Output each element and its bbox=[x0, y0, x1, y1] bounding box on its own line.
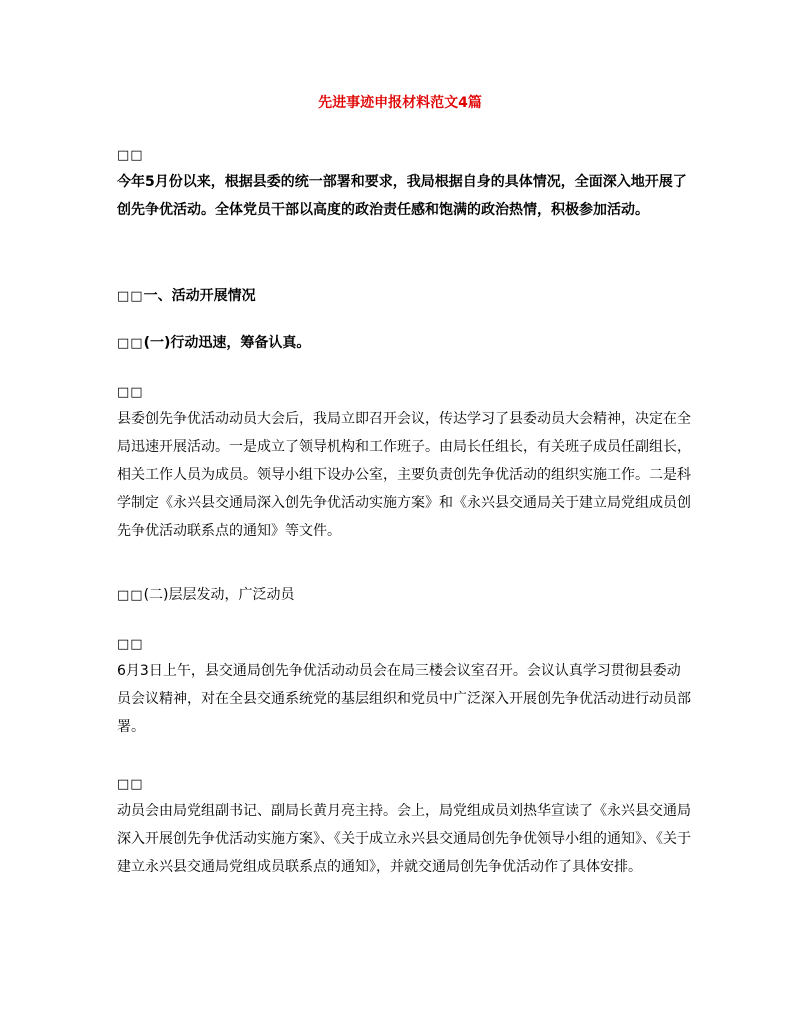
paragraph-marker: □□ bbox=[117, 385, 144, 400]
paragraph-marker: □□ bbox=[117, 637, 144, 652]
heading-marker: □□ bbox=[117, 336, 144, 351]
heading-text: 一、活动开展情况 bbox=[143, 288, 256, 304]
subsection-heading-2 bbox=[117, 585, 295, 606]
heading-marker: □□ bbox=[117, 588, 144, 603]
subsection-heading-1 bbox=[117, 333, 310, 354]
heading-marker: □□ bbox=[117, 289, 144, 304]
document-title: 先进事迹申报材料范文4篇 bbox=[318, 95, 482, 111]
heading-text: (二)层层发动，广泛动员 bbox=[143, 587, 295, 603]
paragraph-meeting-details: 动员会由局党组副书记、副局长黄月亮主持。会上，局党组成员刘热华宣读了《永兴县交通局深入开展创先争优活动实施方案》、《关于成立永兴县交通局创先争优领导小组的通知》、《关于建立永兴县交通局党组成员联系点的通知》，并就交通局创先争优活动作了具体安排。 bbox=[117, 803, 691, 875]
paragraph-june-meeting: 6月3日上午，县交通局创先争优活动动员会在局三楼会议室召开。会议认真学习贯彻县委动员会议精神，对在全县交通系统党的基层组织和党员中广泛深入开展创先争优活动进行动员部署。 bbox=[117, 663, 691, 735]
paragraph-mobilization-meeting: 县委创先争优活动动员大会后，我局立即召开会议，传达学习了县委动员大会精神，决定在全局迅速开展活动。一是成立了领导机构和工作班子。由局长任组长，有关班子成员任副组长，相关工作人员为成员。领导小组下设办公室，主要负责创先争优活动的组织实施工作。二是科学制定《永兴县交通局深入创先争优活动实施方案》和《永兴县交通局关于建立局党组成员创先争优活动联系点的通知》等文件。 bbox=[117, 411, 691, 539]
paragraph-marker: □□ bbox=[117, 777, 144, 792]
paragraph-intro: 今年5月份以来，根据县委的统一部署和要求，我局根据自身的具体情况，全面深入地开展了创先争优活动。全体党员干部以高度的政治责任感和饱满的政治热情，积极参加活动。 bbox=[117, 174, 687, 218]
heading-text: (一)行动迅速，筹备认真。 bbox=[143, 335, 311, 351]
section-heading-1 bbox=[117, 286, 256, 307]
paragraph-marker: □□ bbox=[117, 148, 144, 163]
